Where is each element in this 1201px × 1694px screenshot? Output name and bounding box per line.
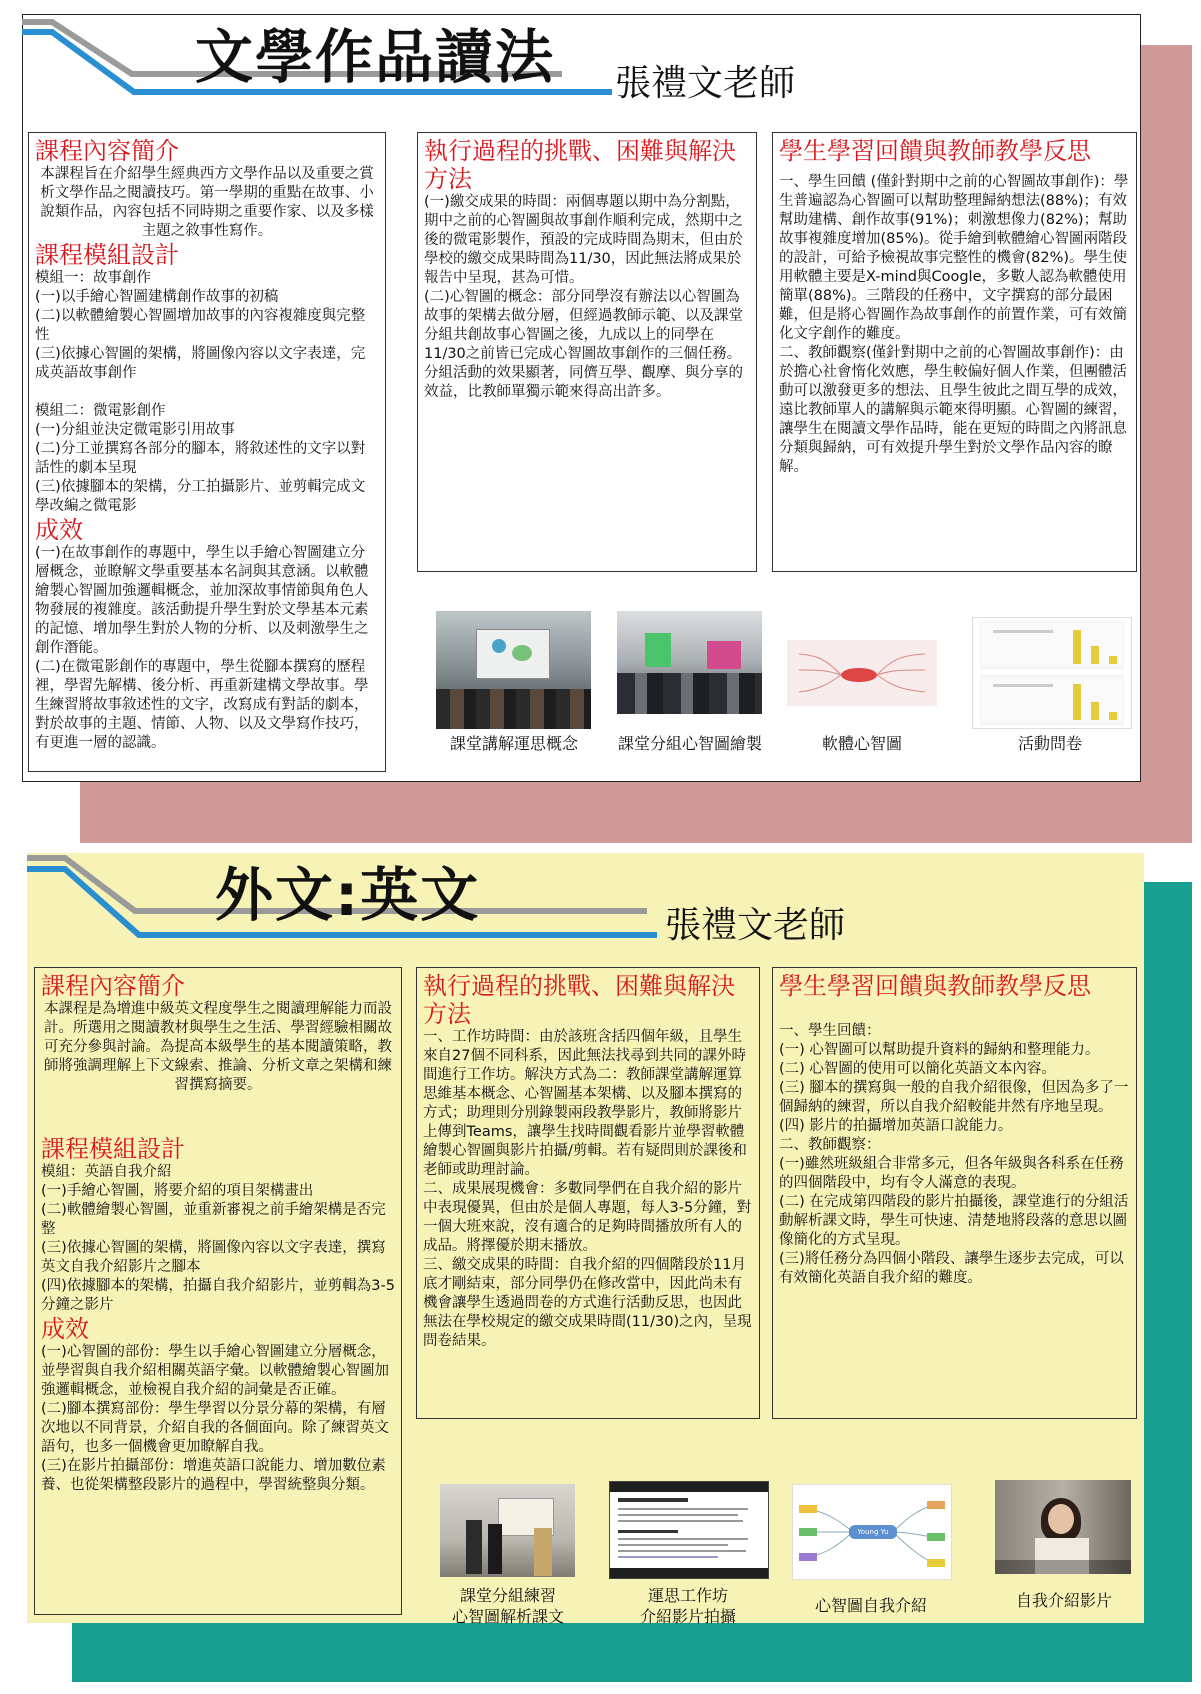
poster2-result: (一)心智圖的部份：學生以手繪心智圖建立分層概念，並學習與自我介紹相關英語字彙。以軟體繪製心智圖加強邏輯概念，並檢視自我介紹的詞彙是否正確。 <box>41 1344 389 1398</box>
poster2-feedback-para: (三) 腳本的撰寫與一般的自我介紹很像，但因為多了一個歸納的練習，所以自我介紹較能井然有序地呈現。 <box>779 1080 1129 1115</box>
poster1-col1 <box>28 132 386 772</box>
poster2-challenge-para: 三、繳交成果的時間：自我介紹的四個階段於11月底才剛結束，部分同學仍在修改當中，因此尚未有機會讓學生透過問卷的方式進行活動反思，也因此無法在學校規定的繳交成果時間(11/30)之內，呈現問卷結果。 <box>423 1257 752 1349</box>
poster2-intro-heading: 課程內容簡介 <box>41 972 185 1000</box>
poster1-module-line: (二)分工並撰寫各部分的腳本，將敘述性的文字以對話性的劇本呈現 <box>35 441 366 476</box>
poster1-feedback-heading: 學生學習回饋與教師教學反思 <box>779 137 1091 165</box>
poster1-module-line: (一)以手繪心智圖建構創作故事的初稿 <box>35 289 279 305</box>
poster2-module-line: (四)依據腳本的架構，拍攝自我介紹影片，並剪輯為3-5分鐘之影片 <box>41 1278 395 1313</box>
poster1-intro-text: 本課程旨在介紹學生經典西方文學作品以及重要之賞析文學作品之閱讀技巧。第一學期的重點在故事、小說類作品，內容包括不同時期之重要作家、以及多樣主題之敘事性寫作。 <box>40 166 374 239</box>
poster2-title: 外文:英文 <box>215 861 481 929</box>
poster2-feedback-para: (一)雖然班級組合非常多元，但各年級與各科系在任務的四個階段中，均有令人滿意的表現。 <box>779 1156 1124 1191</box>
poster2-feedback-heading: 學生學習回饋與教師教學反思 <box>779 972 1091 1000</box>
mindmap-center-label: Young Yu Chen <box>857 1528 889 1546</box>
poster1-modules-heading: 課程模組設計 <box>35 241 179 269</box>
poster2-caption: 自我介紹影片 <box>1015 1591 1112 1610</box>
poster2-result: (二)腳本撰寫部份：學生學習以分景分幕的架構，有層次地以不同背景，介紹自我的各個面向。除了練習英文語句，也多一個機會更加瞭解自我。 <box>41 1401 389 1455</box>
poster2-caption: 課堂分組練習 心智圖解析課文 <box>451 1586 564 1626</box>
poster2-feedback-para: 一、學生回饋： <box>779 1023 881 1039</box>
poster1-col2 <box>417 132 757 572</box>
poster2-spacer <box>779 1000 1130 1022</box>
group-mindmap-photo <box>617 611 762 714</box>
poster1-module-gap <box>35 383 379 402</box>
poster2-results-heading: 成效 <box>41 1315 89 1343</box>
poster1-results-heading: 成效 <box>35 516 83 544</box>
poster1-feedback-para: 一、學生回饋 (僅針對期中之前的心智圖故事創作)：學生普遍認為心智圖可以幫助整理歸納想法(88%)；有效幫助建構、創作故事(91%)；刺激想像力(82%)；幫助故事複雜度增加(85%)。從手繪到軟體繪心智圖兩階段的設計，可給予檢視故事完整性的機會(82%)。學生使用軟體主要是X-mind與Coogle，多數人認為軟體使用簡單(88%)。三階段的任務中，文字撰寫的部分最困難，但是將心智圖作為故事創作的前置作業，可有效簡化文字創作的難度。 <box>779 174 1129 342</box>
poster1-module-line: (二)以軟體繪製心智圖增加故事的內容複雜度與完整性 <box>35 308 366 343</box>
poster2-spacer <box>41 1095 395 1135</box>
poster2-module-line: (二)軟體繪製心智圖，並重新審視之前手繪架構是否完整 <box>41 1202 386 1237</box>
poster2-result: (三)在影片拍攝部份：增進英語口說能力、增加數位素養、也從架構整段影片的過程中，學習統整與分類。 <box>41 1458 386 1493</box>
group-reading-photo <box>440 1484 575 1577</box>
poster2-challenge-para: 二、成果展現機會：多數同學們在自我介紹的影片中表現優異，但由於是個人專題，每人3-5分鐘，對一個大班來說，沒有適合的足夠時間播放所有人的成品。將擇優於期末播放。 <box>423 1181 752 1254</box>
poster1-col3 <box>772 132 1137 572</box>
poster2-feedback-para: 二、教師觀察： <box>779 1137 881 1153</box>
poster1-caption: 軟體心智圖 <box>821 734 902 753</box>
poster2-caption: 心智圖自我介紹 <box>814 1596 927 1615</box>
poster2-col3 <box>772 967 1137 1419</box>
poster1-caption: 活動問卷 <box>1017 734 1082 753</box>
self-intro-video-still <box>995 1480 1131 1574</box>
poster2-intro-text: 本課程是為增進中級英文程度學生之閱讀理解能力而設計。所選用之閱讀教材與學生之生活、學習經驗相關故可充分參與討論。為提高本級學生的基本閱讀策略，教師將強調理解上下文線索、推論、分析文章之架構和練習撰寫摘要。 <box>44 1001 392 1093</box>
poster2-challenge-para: 一、工作坊時間：由於該班含括四個年級，且學生來自27個不同科系，因此無法找尋到共同的課外時間進行工作坊。解決方式為二：教師課堂講解運算思維基本概念、心智圖基本架構、以及腳本撰寫的方式；助理則分別錄製兩段教學影片，教師將影片上傳到Teams，讓學生找時間觀看影片並學習軟體繪製心智圖與影片拍攝/剪輯。若有疑問則於課後和老師或助理討論。 <box>423 1029 747 1178</box>
poster1-result: (一)在故事創作的專題中，學生以手繪心智圖建立分層概念，並瞭解文學重要基本名詞與其意涵。以軟體繪製心智圖加強邏輯概念，並加深故事情節與角色人物發展的複雜度。該活動提升學生對於文學基本元素的記憶、增加學生對於人物的分析、以及刺激學生之創作潛能。 <box>35 545 369 656</box>
poster2-col1 <box>34 967 402 1615</box>
poster1-module-line: (三)依據心智圖的架構，將圖像內容以文字表達，完成英語故事創作 <box>35 346 366 381</box>
poster1-module-line: (一)分組並決定微電影引用故事 <box>35 422 235 438</box>
activity-survey-image <box>972 617 1132 729</box>
poster1-title: 文學作品讀法 <box>195 23 556 91</box>
poster1-caption: 課堂講解運思概念 <box>449 734 578 753</box>
poster1-result: (二)在微電影創作的專題中，學生從腳本撰寫的歷程裡，學習先解構、後分析、再重新建構文學故事。學生練習將故事敘述性的文字，改寫成有對話的劇本，對於故事的主題、情節、人物、以及文學寫作技巧，有更進一層的認識。 <box>35 659 369 751</box>
poster2-module-line: (三)依據心智圖的架構，將圖像內容以文字表達，撰寫英文自我介紹影片之腳本 <box>41 1240 386 1275</box>
poster2-feedback-para: (四) 影片的拍攝增加英語口說能力。 <box>779 1118 1013 1134</box>
poster1-teacher: 張禮文老師 <box>615 63 796 104</box>
poster2-challenges-heading: 執行過程的挑戰、困難與解決方法 <box>423 972 735 1028</box>
poster2-modules-heading: 課程模組設計 <box>41 1135 185 1163</box>
poster2-feedback-para: (二) 在完成第四階段的影片拍攝後，課堂進行的分組活動解析課文時，學生可快速、清楚地將段落的意思以圖像簡化的方式呈現。 <box>779 1194 1129 1248</box>
poster2-feedback-para: (一) 心智圖可以幫助提升資料的歸納和整理能力。 <box>779 1042 1100 1058</box>
poster1-challenges-heading: 執行過程的挑戰、困難與解決方法 <box>424 137 736 193</box>
poster2-feedback-para: (二) 心智圖的使用可以簡化英語文本內容。 <box>779 1061 1056 1077</box>
poster2-teacher: 張禮文老師 <box>665 905 846 946</box>
poster1-module-line: 模組二：微電影創作 <box>35 403 166 419</box>
poster2-module-line: (一)手繪心智圖，將要介紹的項目架構畫出 <box>41 1183 314 1199</box>
poster1-challenge-para: (一)繳交成果的時間：兩個專題以期中為分割點，期中之前的心智圖與故事創作順利完成，然期中之後的微電影製作，預設的完成時間為期末，但由於學校的繳交成果時間為11/30，因此無法將成果於報告中呈現，甚為可惜。 <box>424 194 743 286</box>
workshop-slide-image <box>609 1481 769 1579</box>
poster1-challenge-para: (二)心智圖的概念：部分同學沒有辦法以心智圖為故事的架構去做分層，但經過教師示範、以及課堂分組共創故事心智圖之後，九成以上的同學在11/30之前皆已完成心智圖故事創作的三個任務。分組活動的效果顯著，同儕互學、觀摩、與分享的效益，比教師單獨示範來得高出許多。 <box>424 289 743 400</box>
self-intro-mindmap-image <box>792 1484 952 1580</box>
poster2-caption: 運思工作坊 介紹影片拍攝 <box>639 1586 736 1626</box>
poster2-col2 <box>416 967 760 1419</box>
poster1-caption: 課堂分組心智圖繪製 <box>617 734 762 753</box>
poster1-module-line: 模組一：故事創作 <box>35 270 151 286</box>
software-mindmap-image <box>787 640 937 706</box>
poster1-intro-heading: 課程內容簡介 <box>35 137 179 165</box>
poster1-feedback-para: 二、教師觀察(僅針對期中之前的心智圖故事創作)：由於擔心社會惰化效應，學生較偏好個人作業，但團體活動可以激發更多的想法、且學生彼此之間互學的成效，遠比教師單人的講解與示範來得明顯。心智圖的練習，讓學生在閱讀文學作品時，能在更短的時間之內將訊息分類與歸納，可有效提升學生對於文學作品內容的瞭解。 <box>779 345 1127 475</box>
poster2-feedback-para: (三)將任務分為四個小階段、讓學生逐步去完成，可以有效簡化英語自我介紹的難度。 <box>779 1251 1124 1286</box>
classroom-lecture-photo <box>436 611 591 729</box>
poster2-module-line: 模組：英語自我介紹 <box>41 1164 172 1180</box>
poster1-module-line: (三)依據腳本的架構，分工拍攝影片、並剪輯完成文學改編之微電影 <box>35 479 366 514</box>
